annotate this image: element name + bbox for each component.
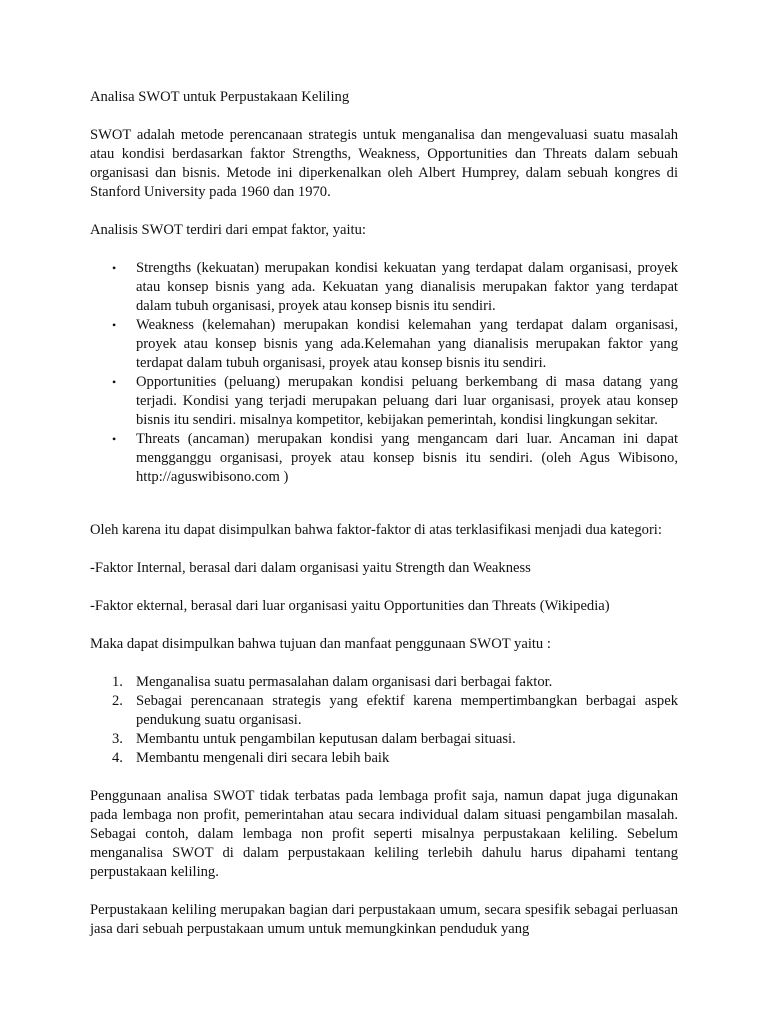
factor-opportunities: Opportunities (peluang) merupakan kondisi peluang berkembang di masa datang yang terjadi. Kondisi yang terjadi merupakan peluang dari luar organisasi, proyek atau konsep bisnis itu sendiri. misalnya kompetitor, kebijakan pemerintah, kondisi lingkungan sekitar.	[136, 374, 678, 428]
factor-weakness: Weakness (kelemahan) merupakan kondisi kelemahan yang terdapat dalam organisasi, proyek atau konsep bisnis yang ada.Kelemahan yang dianalisis merupakan faktor yang terdapat dalam tubuh organisasi, proyek atau konsep bisnis itu sendiri.	[136, 317, 678, 371]
benefit-text: Membantu mengenali diri secara lebih baik	[136, 750, 390, 766]
factor-strengths: Strengths (kekuatan) merupakan kondisi kekuatan yang terdapat dalam organisasi, proyek atau konsep bisnis yang ada. Kekuatan yang dianalisis merupakan faktor yang terdapat dalam tubuh organisasi, proyek atau konsep bisnis itu sendiri.	[136, 260, 678, 314]
document-page	[90, 88, 678, 939]
list-item	[90, 730, 678, 749]
bullet-icon: •	[112, 432, 117, 446]
bullet-icon: •	[112, 261, 117, 275]
benefits-list	[90, 673, 678, 768]
document-title: Analisa SWOT untuk Perpustakaan Keliling	[90, 89, 350, 105]
conclusion-paragraph: Oleh karena itu dapat disimpulkan bahwa faktor-faktor di atas terklasifikasi menjadi dua kategori:	[90, 522, 662, 538]
list-number: 3.	[112, 731, 123, 747]
internal-factor: -Faktor Internal, berasal dari dalam organisasi yaitu Strength dan Weakness	[90, 560, 531, 576]
list-item	[90, 316, 678, 373]
bullet-icon: •	[112, 318, 117, 332]
list-number: 4.	[112, 750, 123, 766]
factors-lead: Analisis SWOT terdiri dari empat faktor, yaitu:	[90, 222, 366, 238]
factor-threats: Threats (ancaman) merupakan kondisi yang mengancam dari luar. Ancaman ini dapat mengganggu organisasi, proyek atau konsep bisnis itu sendiri. (oleh Agus Wibisono, http://aguswibisono.com )	[136, 431, 678, 485]
list-item	[90, 373, 678, 430]
factors-list	[90, 259, 678, 487]
usage-paragraph: Penggunaan analisa SWOT tidak terbatas pada lembaga profit saja, namun dapat juga digunakan pada lembaga non profit, pemerintahan atau secara individual dalam situasi pengambilan masalah. Sebagai contoh, dalam lembaga non profit seperti misalnya perpustakaan keliling. Sebelum menganalisa SWOT di dalam perpustakaan keliling terlebih dahulu harus dipahami tentang perpustakaan keliling.	[90, 788, 678, 880]
list-item	[90, 692, 678, 730]
list-number: 1.	[112, 674, 123, 690]
mobile-library-paragraph: Perpustakaan keliling merupakan bagian dari perpustakaan umum, secara spesifik sebagai perluasan jasa dari sebuah perpustakaan umum untuk memungkinkan penduduk yang	[90, 902, 678, 937]
benefit-text: Sebagai perencanaan strategis yang efektif karena mempertimbangkan berbagai aspek pendukung suatu organisasi.	[136, 693, 678, 728]
list-item	[90, 259, 678, 316]
list-item	[90, 430, 678, 487]
benefit-text: Membantu untuk pengambilan keputusan dalam berbagai situasi.	[136, 731, 516, 747]
intro-paragraph: SWOT adalah metode perencanaan strategis untuk menganalisa dan mengevaluasi suatu masalah atau kondisi berdasarkan faktor Strengths, Weakness, Opportunities dan Threats dalam sebuah organisasi dan bisnis. Metode ini diperkenalkan oleh Albert Humprey, dalam sebuah kongres di Stanford University pada 1960 dan 1970.	[90, 127, 678, 200]
benefit-text: Menganalisa suatu permasalahan dalam organisasi dari berbagai faktor.	[136, 674, 553, 690]
benefits-lead: Maka dapat disimpulkan bahwa tujuan dan manfaat penggunaan SWOT yaitu :	[90, 636, 551, 652]
external-factor: -Faktor ekternal, berasal dari luar organisasi yaitu Opportunities dan Threats (Wikipedia)	[90, 598, 610, 614]
list-item	[90, 749, 678, 768]
list-number: 2.	[112, 693, 123, 709]
list-item	[90, 673, 678, 692]
bullet-icon: •	[112, 375, 117, 389]
